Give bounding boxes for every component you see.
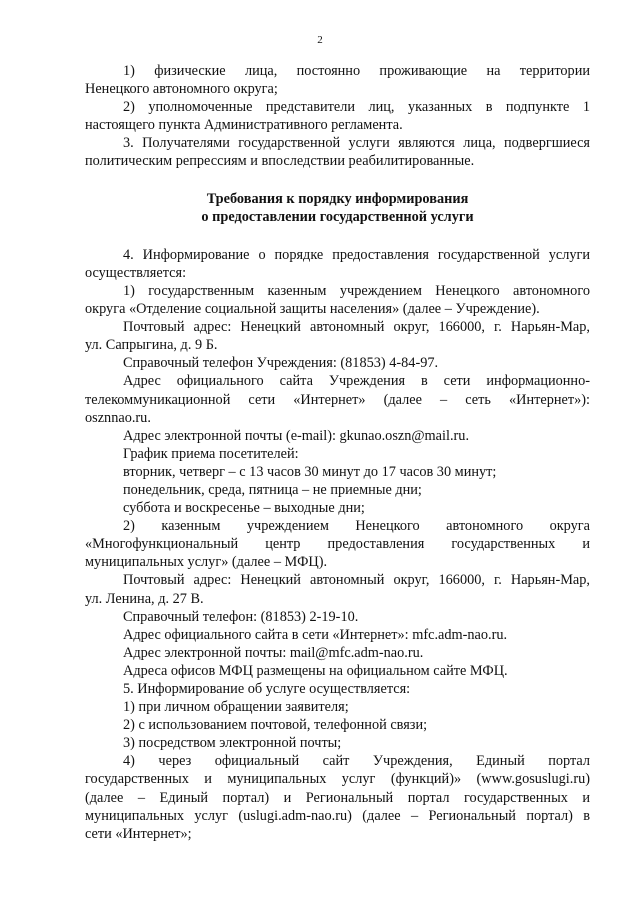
paragraph-3-line-2: политическим репрессиям и впоследствии реабилитированные. [85,153,475,170]
page-number: 2 [317,34,323,46]
paragraph-3-line-1: 3. Получателями государственной услуги являются лица, подвергшиеся [123,135,590,152]
item-5-3: 3) посредством электронной почты; [123,735,342,752]
item-5-4-line-2: государственных и муниципальных услуг (функций)» (www.gosuslugi.ru) [85,771,590,788]
mfc-offices: Адреса офисов МФЦ размещены на официальном сайте МФЦ. [123,662,508,679]
section-heading-line-1: Требования к порядку информирования [206,190,469,207]
email-address: Адрес электронной почты (e-mail): gkunao.oszn@mail.ru. [123,427,470,444]
paragraph-1-line-2: Ненецкого автономного округа; [85,81,278,98]
item-4-2-line-3: муниципальных услуг» (далее – МФЦ). [85,554,328,571]
mfc-email: Адрес электронной почты: mail@mfc.adm-nao.ru. [123,644,424,661]
section-heading-line-2: о предоставлении государственной услуги [201,208,474,225]
postal-address-line-2: ул. Сапрыгина, д. 9 Б. [85,337,218,354]
postal-address-line-1: Почтовый адрес: Ненецкий автономный округ, 166000, г. Нарьян-Мар, [123,319,590,336]
mfc-postal-line-2: ул. Ленина, д. 27 В. [85,590,204,607]
mfc-phone: Справочный телефон: (81853) 2-19-10. [123,608,359,625]
item-5-4-line-4: муниципальных услуг (uslugi.adm-nao.ru) (далее – Региональный портал) в [85,807,590,824]
reference-phone: Справочный телефон Учреждения: (81853) 4-84-97. [123,355,439,372]
item-5-4-line-3: (далее – Единый портал) и Региональный портал государственных и [85,789,590,806]
item-4-2-line-1: 2) казенным учреждением Ненецкого автономного округа [123,518,590,535]
schedule-line-3: суббота и воскресенье – выходные дни; [123,500,365,517]
item-5-2: 2) с использованием почтовой, телефонной связи; [123,717,428,734]
mfc-postal-line-1: Почтовый адрес: Ненецкий автономный округ, 166000, г. Нарьян-Мар, [123,572,590,589]
item-5-4-line-1: 4) через официальный сайт Учреждения, Единый портал [123,753,590,770]
paragraph-1-line-1: 1) физические лица, постоянно проживающие на территории [123,63,590,79]
item-4-line-2: осуществляется: [85,264,187,281]
item-5-4-line-5: сети «Интернет»; [85,825,192,842]
item-4-line-1: 4. Информирование о порядке предоставления государственной услуги [123,246,590,263]
mfc-website: Адрес официального сайта в сети «Интернет»: mfc.adm-nao.ru. [123,626,508,643]
item-4-2-line-2: «Многофункциональный центр предоставления государственных и [85,536,590,553]
paragraph-2-line-2: настоящего пункта Административного регламента. [85,117,403,134]
item-4-1-line-2: округа «Отделение социальной защиты населения» (далее – Учреждение). [85,301,540,318]
website-line-2: телекоммуникационной сети «Интернет» (далее – сеть «Интернет»): [85,391,590,408]
schedule-line-1: вторник, четверг – с 13 часов 30 минут до 17 часов 30 минут; [123,463,497,480]
website-line-3: osznnao.ru. [85,409,151,426]
item-5-1: 1) при личном обращении заявителя; [123,699,349,716]
schedule-title: График приема посетителей: [123,445,299,462]
item-5: 5. Информирование об услуге осуществляется: [123,681,411,697]
item-4-1-line-1: 1) государственным казенным учреждением Ненецкого автономного [123,282,590,299]
document-body [85,62,590,843]
paragraph-2-line-1: 2) уполномоченные представители лиц, указанных в подпункте 1 [123,99,590,116]
website-line-1: Адрес официального сайта Учреждения в сети информационно- [123,373,590,390]
schedule-line-2: понедельник, среда, пятница – не приемные дни; [123,481,422,498]
